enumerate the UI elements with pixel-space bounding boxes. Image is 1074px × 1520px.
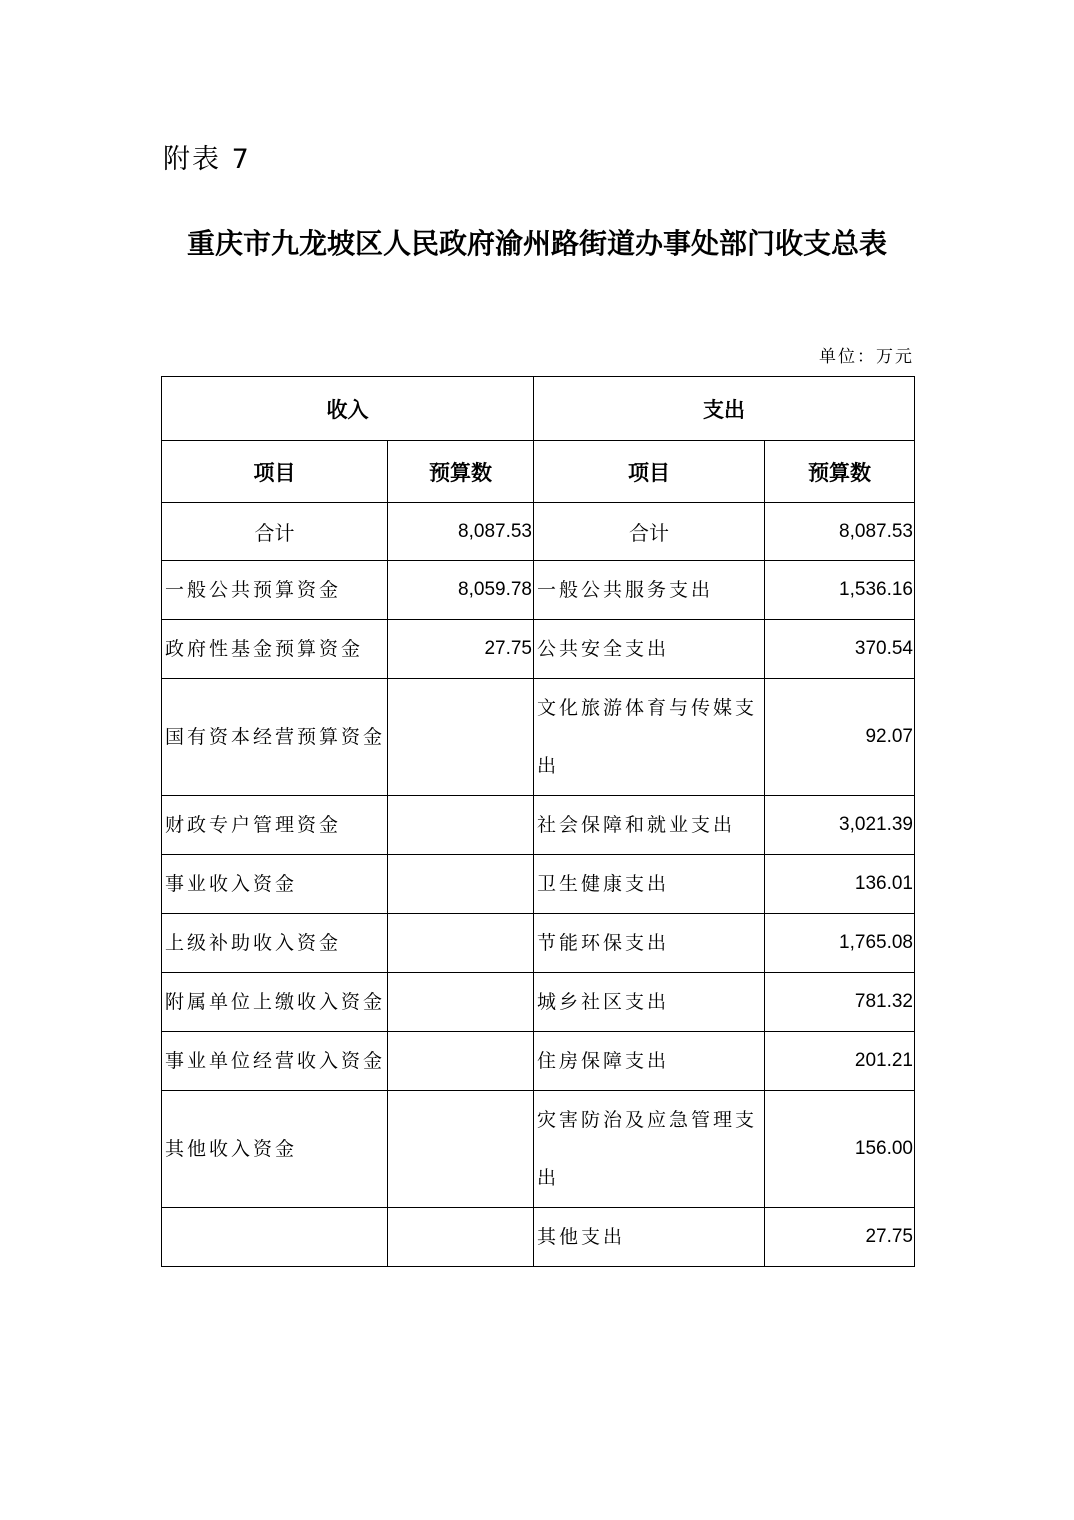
expense-header: 支出 (534, 377, 915, 441)
income-value: 27.75 (388, 620, 534, 679)
table-row (162, 561, 915, 620)
income-value (388, 855, 534, 914)
income-item: 财政专户管理资金 (162, 796, 388, 855)
income-item: 国有资本经营预算资金 (162, 679, 388, 796)
table-row (162, 1208, 915, 1267)
income-value (388, 1032, 534, 1091)
table-row (162, 973, 915, 1032)
income-item: 政府性基金预算资金 (162, 620, 388, 679)
expense-value: 1,536.16 (765, 561, 915, 620)
expense-item: 一般公共服务支出 (534, 561, 765, 620)
total-row (162, 503, 915, 561)
expense-total-label: 合计 (534, 503, 765, 561)
income-value (388, 679, 534, 796)
expense-value: 3,021.39 (765, 796, 915, 855)
expense-item: 住房保障支出 (534, 1032, 765, 1091)
income-total-value: 8,087.53 (388, 503, 534, 561)
expense-item: 节能环保支出 (534, 914, 765, 973)
unit-label: 单位：万元 (819, 347, 914, 367)
expense-item: 灾害防治及应急管理支出 (534, 1091, 765, 1208)
table-row (162, 1091, 915, 1208)
expense-item: 其他支出 (534, 1208, 765, 1267)
expense-total-value: 8,087.53 (765, 503, 915, 561)
income-item: 事业收入资金 (162, 855, 388, 914)
table-row (162, 796, 915, 855)
table-row (162, 914, 915, 973)
table-row (162, 620, 915, 679)
expense-item: 社会保障和就业支出 (534, 796, 765, 855)
attachment-label: 附表 7 (163, 144, 251, 175)
income-total-label: 合计 (162, 503, 388, 561)
income-item: 上级补助收入资金 (162, 914, 388, 973)
expense-item: 卫生健康支出 (534, 855, 765, 914)
expense-value: 1,765.08 (765, 914, 915, 973)
expense-value: 136.01 (765, 855, 915, 914)
expense-item: 公共安全支出 (534, 620, 765, 679)
income-item (162, 1208, 388, 1267)
expense-value: 156.00 (765, 1091, 915, 1208)
table-row (162, 679, 915, 796)
income-item: 事业单位经营收入资金 (162, 1032, 388, 1091)
expense-item-column-header: 项目 (534, 441, 765, 503)
income-value (388, 914, 534, 973)
column-header-row (162, 441, 915, 503)
budget-table (161, 376, 915, 1267)
table-row (162, 1032, 915, 1091)
income-header: 收入 (162, 377, 534, 441)
expense-budget-column-header: 预算数 (765, 441, 915, 503)
expense-item: 文化旅游体育与传媒支出 (534, 679, 765, 796)
expense-item: 城乡社区支出 (534, 973, 765, 1032)
expense-value: 370.54 (765, 620, 915, 679)
income-value (388, 796, 534, 855)
income-value (388, 1091, 534, 1208)
expense-value: 27.75 (765, 1208, 915, 1267)
expense-value: 92.07 (765, 679, 915, 796)
income-item: 其他收入资金 (162, 1091, 388, 1208)
expense-value: 781.32 (765, 973, 915, 1032)
expense-value: 201.21 (765, 1032, 915, 1091)
income-value (388, 973, 534, 1032)
income-budget-column-header: 预算数 (388, 441, 534, 503)
income-value (388, 1208, 534, 1267)
page-title: 重庆市九龙坡区人民政府渝州路街道办事处部门收支总表 (186, 227, 887, 260)
table-row (162, 855, 915, 914)
income-item-column-header: 项目 (162, 441, 388, 503)
income-item: 附属单位上缴收入资金 (162, 973, 388, 1032)
income-value: 8,059.78 (388, 561, 534, 620)
income-item: 一般公共预算资金 (162, 561, 388, 620)
section-header-row (162, 377, 915, 441)
